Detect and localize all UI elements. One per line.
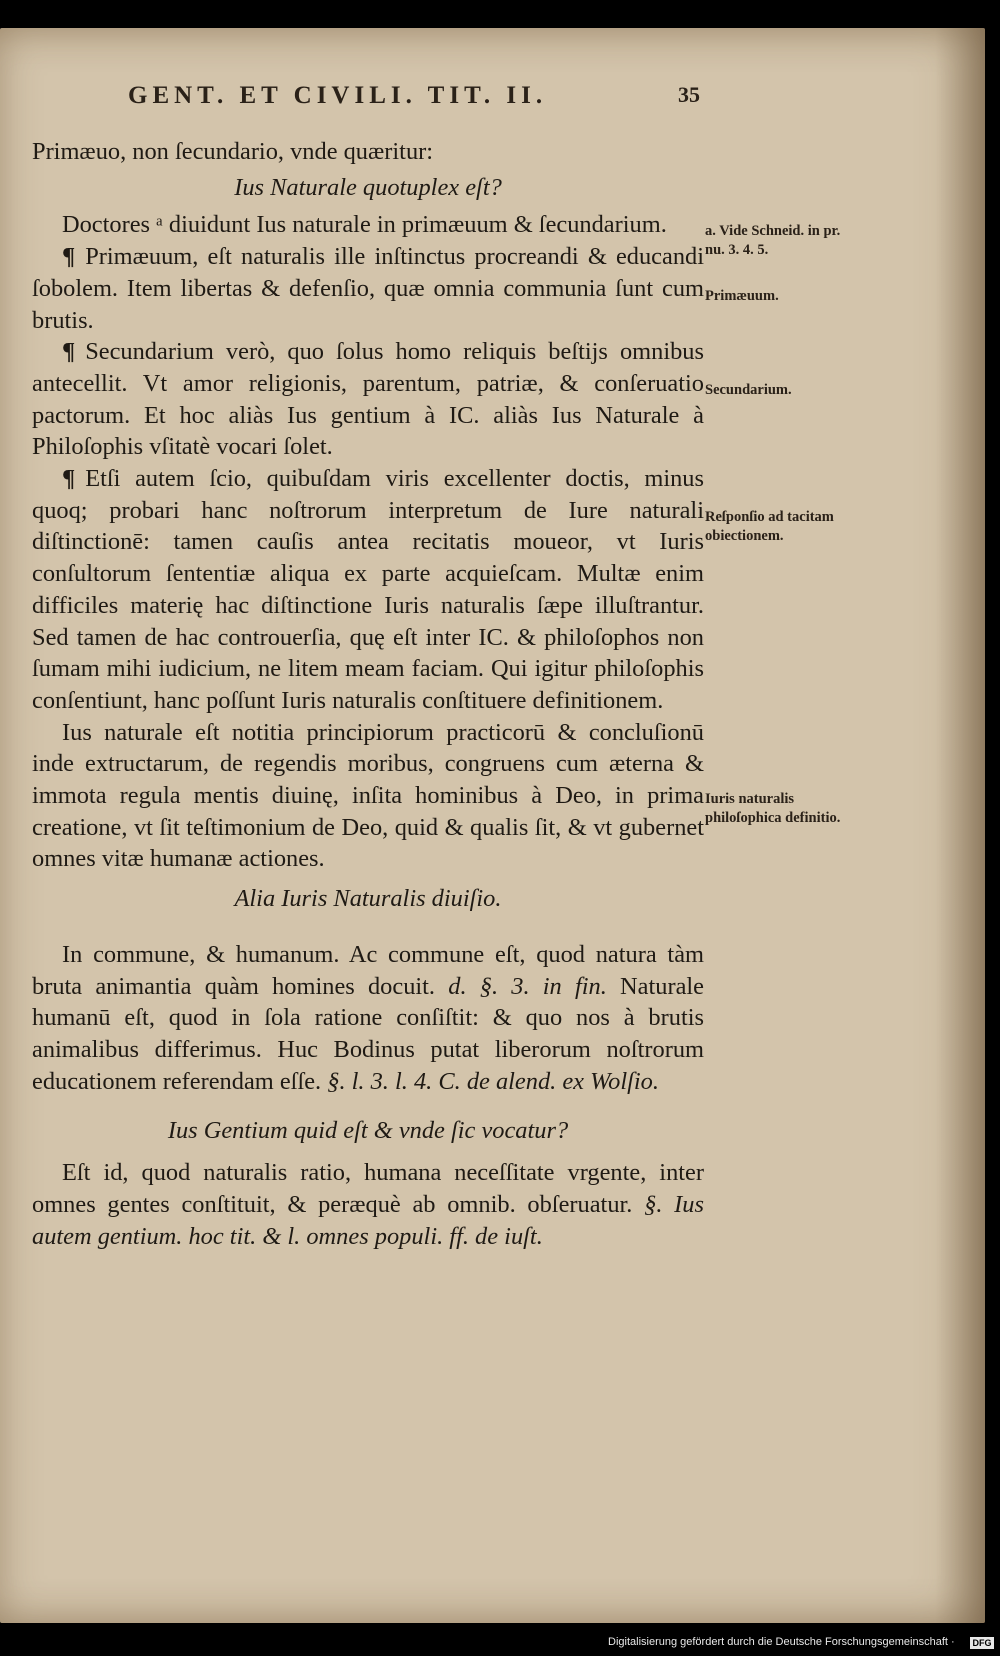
section-heading-ius-gentium: Ius Gentium quid eſt & vnde ſic vocatur? [167, 1117, 569, 1145]
section-heading-quotuplex: Ius Naturale quotuplex eſt? [234, 173, 502, 201]
paragraph-commune-text-b: Naturale humanū eſt, quod in ſola ratione conſiſtit: & quo nos à brutis animalibus differimus. Huc Bodinus putat liberorum noſtrorum educationem referendam eſſe. [32, 972, 704, 1095]
digitization-credit: Digitalisierung gefördert durch die Deutsche Forschungsgemeinschaft · [608, 1636, 955, 1648]
paragraph-secundarium-text: Secundarium verò, quo ſolus homo reliquis beſtijs omnibus antecellit. Vt amor religionis, parentum, patriæ, & conſeruatio pactorum. Et hoc aliàs Ius gentium à IC. aliàs Ius Naturale à Philoſophis vſitatè vocari ſolet. [32, 338, 704, 461]
citation-ref: §. l. 3. l. 4. C. de alend. ex Wolſio. [327, 1067, 659, 1095]
section-heading-diuisio: Alia Iuris Naturalis diuiſio. [234, 885, 502, 913]
paragraph-ius-gentium [32, 1157, 704, 1252]
margin-note-primaeuum: Primæuum. [705, 288, 779, 304]
page-number: 35 [678, 82, 700, 107]
running-head [0, 80, 1000, 120]
paragraph-continuation: Primæuo, non ſecundario, vnde quæritur: [32, 138, 434, 165]
margin-note-responsio: Reſponſio ad tacitam obiectionem. [705, 509, 834, 544]
margin-note-a: a. Vide Schneid. in pr. nu. 3. 4. 5. [705, 223, 841, 258]
paragraph-commune [32, 939, 704, 1098]
pilcrow-mark: ¶ [62, 243, 76, 271]
paragraph-primaeuum [32, 241, 704, 336]
main-text [32, 136, 704, 1252]
paragraph-primaeuum-text: Primæuum, eſt naturalis ille inſtinctus procreandi & educandi ſobolem. Item libertas & defenſio, quæ omnia communia ſunt cum brutis. [32, 243, 704, 334]
running-head-title: GENT. ET CIVILI. TIT. II. [128, 82, 548, 109]
paragraph-ius-gentium-text: Eſt id, quod naturalis ratio, humana neceſſitate vrgente, inter omnes gentes conſtituit, & peræquè ab omnib. obſeruatur. [32, 1159, 704, 1218]
pilcrow-mark: ¶ [62, 465, 76, 493]
citation-ref: d. §. 3. in fin. [448, 972, 607, 1000]
paragraph-secundarium [32, 336, 704, 463]
paragraph-definitio: Ius naturale eſt notitia principiorum practicorū & concluſionū inde extructarum, de regendis moribus, congruens cum æterna & immota regula mentis diuinę, inſita hominibus à Deo, in prima creatione, vt ſit teſtimonium de Deo, quid & qualis ſit, & vt gubernet omnes vitæ humanæ actiones. [32, 718, 704, 873]
paragraph-commune-text-a: In commune, & humanum. Ac commune eſt, quod natura tàm bruta animantia quàm homines docuit. [32, 940, 704, 1000]
dfg-logo-icon: DFG [970, 1637, 994, 1649]
paragraph-etsi [32, 463, 704, 717]
citation-ref: §. Ius autem gentium. hoc tit. & l. omnes populi. ff. de iuſt. [32, 1190, 704, 1250]
paragraph-etsi-text: Etſi autem ſcio, quibuſdam viris excellenter doctis, minus quoq; probari hanc noſtrorum interpretum de Iure naturali diſtinctionē: tamen cauſis antea recitatis moueor, vt Iuris conſultorum ſententiæ aliqua ex parte acquieſcam. Multæ enim difficiles materię hac diſtinctione Iuris naturalis ſæpe illuſtrantur. Sed tamen de hac controuerſia, quę eſt inter IC. & philoſophos non ſumam mihi iudicium, ne litem meam faciam. Qui igitur philoſophis conſentiunt, hanc poſſunt Iuris naturalis conſtituere definitionem. [32, 465, 704, 714]
margin-note-secundarium: Secundarium. [705, 382, 792, 398]
pilcrow-mark: ¶ [62, 338, 76, 366]
margin-note-definitio: Iuris naturalis philoſophica definitio. [705, 791, 841, 826]
paragraph-doctores: Doctores ᵃ diuidunt Ius naturale in primæuum & ſecundarium. [62, 211, 667, 239]
